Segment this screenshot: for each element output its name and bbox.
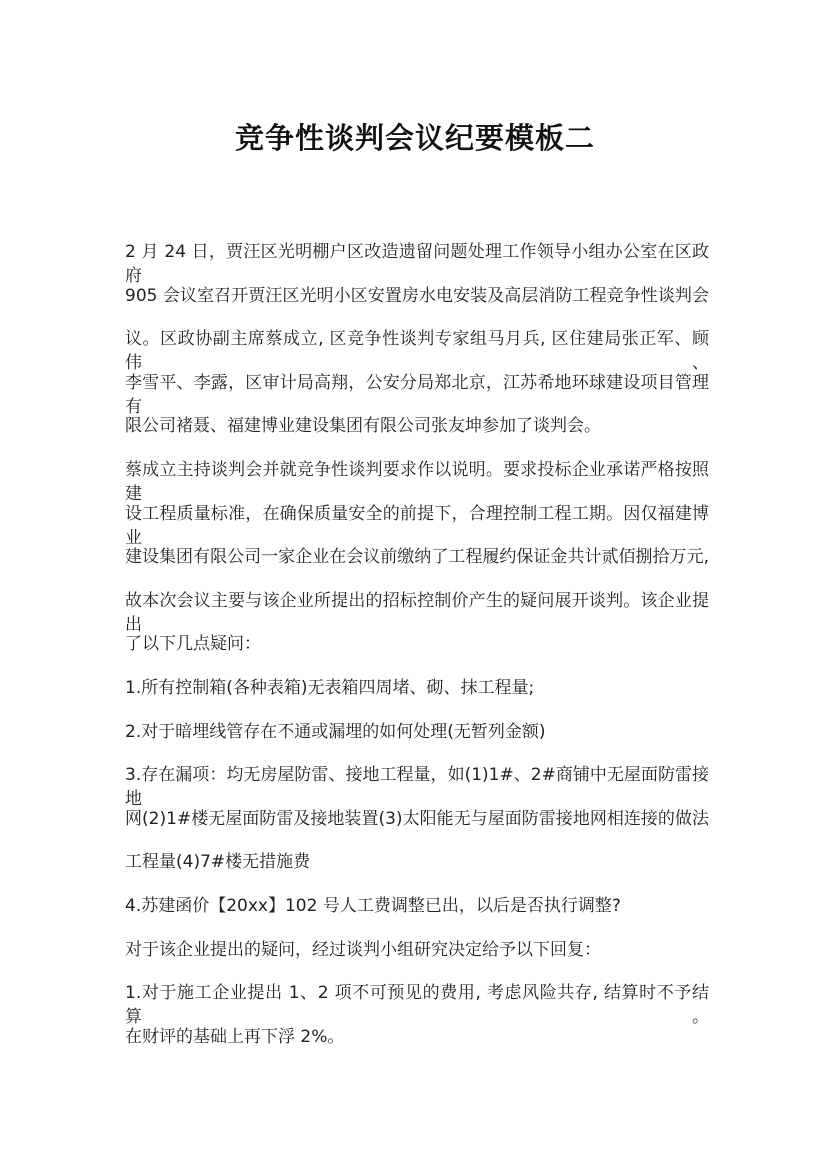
text-line: 网(2)1#楼无屋面防雷及接地装置(3)太阳能无与屋面防雷接地网相连接的做法 <box>125 808 709 829</box>
document-title: 竞争性谈判会议纪要模板二 <box>234 121 595 155</box>
text-line: 2 月 24 日，贾汪区光明棚户区改造遗留问题处理工作领导小组办公室在区政府 <box>125 242 709 286</box>
text-line: 在财评的基础上再下浮 2%。 <box>125 1026 345 1047</box>
text-line: 设工程质量标准，在确保质量安全的前提下，合理控制工程工期。因仅福建博业 <box>125 503 709 548</box>
text-line: 2.对于暗埋线管存在不通或漏埋的如何处理(无暂列金额) <box>125 721 546 742</box>
text-line: 建设集团有限公司一家企业在会议前缴纳了工程履约保证金共计贰佰捌拾万元, <box>125 547 709 568</box>
text-line: 3.存在漏项：均无房屋防雷、接地工程量，如(1)1#、2#商铺中无屋面防雷接地 <box>125 765 709 810</box>
text-line: 1.对于施工企业提出 1、2 项不可预见的费用, 考虑风险共存, 结算时不予结算。 <box>125 983 709 1028</box>
text-line: 蔡成立主持谈判会并就竞争性谈判要求作以说明。要求投标企业承诺严格按照建 <box>125 460 709 504</box>
text-line: 对于该企业提出的疑问，经过谈判小组研究决定给予以下回复： <box>125 939 601 960</box>
text-line: 限公司褚聂、福建博业建设集团有限公司张友坤参加了谈判会。 <box>125 416 601 437</box>
text-line: 议。区政协副主席蔡成立, 区竞争性谈判专家组马月兵, 区住建局张正军、顾伟、 <box>125 329 709 374</box>
text-line: 李雪平、李露，区审计局高翔，公安分局郑北京，江苏希地环球建设项目管理有 <box>125 372 709 417</box>
text-line: 了以下几点疑问： <box>125 634 261 655</box>
text-line: 905 会议室召开贾汪区光明小区安置房水电安装及高层消防工程竞争性谈判会 <box>125 285 709 306</box>
text-line: 1.所有控制箱(各种表箱)无表箱四周堵、砌、抹工程量; <box>125 678 535 698</box>
text-line: 故本次会议主要与该企业所提出的招标控制价产生的疑问展开谈判。该企业提出 <box>125 590 709 635</box>
text-line: 4.苏建函价【20xx】102 号人工费调整已出，以后是否执行调整? <box>125 896 621 916</box>
text-line: 工程量(4)7#楼无措施费 <box>125 852 311 873</box>
